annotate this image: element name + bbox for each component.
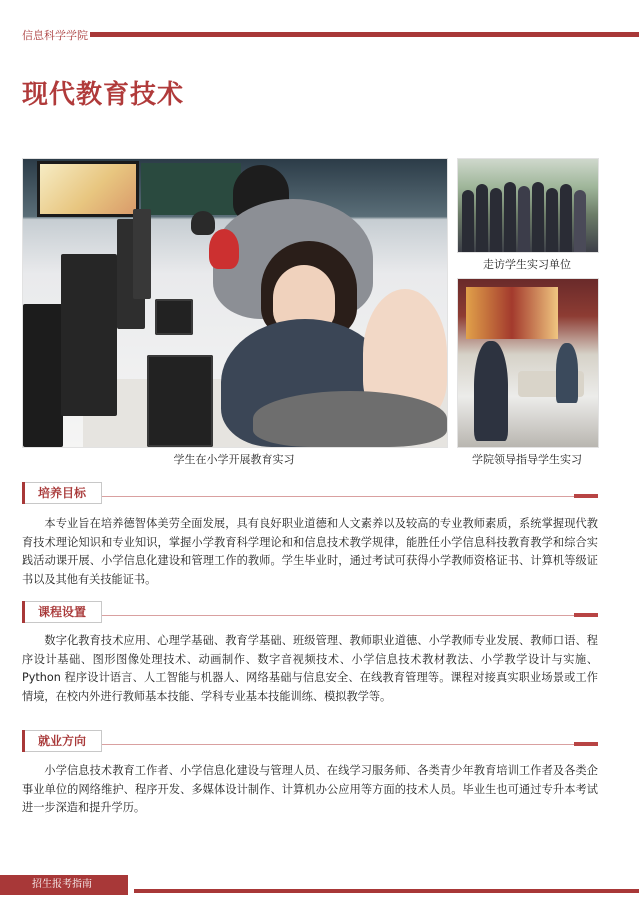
group-photo (457, 158, 599, 253)
page-title: 现代教育技术 (22, 80, 185, 110)
person (476, 184, 488, 252)
section-divider (102, 615, 598, 616)
section-accent (574, 742, 598, 746)
monitor (133, 209, 151, 299)
child-shoulder (253, 391, 447, 447)
person (574, 190, 586, 252)
footer-label: 招生报考指南 (0, 875, 128, 895)
monitor (23, 304, 63, 447)
person (504, 182, 516, 252)
monitor (61, 254, 117, 416)
section-header-careers (22, 730, 598, 750)
section-body-careers: 小学信息技术教育工作者、小学信息化建设与管理人员、在线学习服务师、各类青少年教育培训工作者及各类企事业单位的网络维护、程序开发、多媒体设计制作、计算机办公应用等方面的技术人员。毕业生也可通过专升本考试进一步深造和提升学历。 (22, 764, 598, 814)
classroom-photo (22, 158, 448, 448)
section-body-goals: 本专业旨在培养德智体美劳全面发展，具有良好职业道德和人文素养以及较高的专业教师素质，系统掌握现代教育技术理论知识和专业知识，掌握小学教育科学理论和和信息技术教学规律，能胜任小学信息科技教育教学和综合实践活动课开展、小学信息化建设和管理工作的教师。学生毕业时，通过考试可获得小学教师资格证书、计算机等级证书以及其他有关技能证书。 (22, 517, 598, 586)
section-body-courses: 数字化教育技术应用、心理学基础、教育学基础、班级管理、教师职业道德、小学教师专业发展、教师口语、程序设计基础、图形图像处理技术、动画制作、数字音视频技术、小学信息技术教材教法、小学教学设计与实施、Python 程序设计语言、人工智能与机器人、网络基础与信息安全、在线教育管理等。课程对接真实职业场景或工作情境，在校内外进行教师基本技能、学科专业基本技能训练、模拟教学等。 (22, 634, 598, 703)
main-photo-caption: 学生在小学开展教育实习 (173, 453, 295, 466)
seated-student (556, 343, 578, 403)
meeting-photo (457, 278, 599, 448)
section-title: 就业方向 (22, 730, 102, 752)
blackboard (141, 163, 241, 215)
seated-leader (474, 341, 508, 441)
student-head (191, 211, 215, 235)
person (462, 190, 474, 252)
section-divider (102, 744, 598, 745)
section-divider (102, 496, 598, 497)
section-accent (574, 613, 598, 617)
section-header-courses (22, 601, 598, 621)
bottom-right-photo-caption: 学院领导指导学生实习 (472, 453, 582, 466)
keyboard (147, 355, 213, 447)
person (490, 188, 502, 252)
person (560, 184, 572, 252)
person (518, 186, 530, 252)
student-body (209, 229, 239, 269)
person (546, 188, 558, 252)
projector-screen (37, 161, 139, 217)
section-title: 培养目标 (22, 482, 102, 504)
school-name: 信息科学学院 (22, 29, 88, 42)
section-header-goals (22, 482, 598, 502)
header-divider (90, 32, 639, 37)
section-title: 课程设置 (22, 601, 102, 623)
keyboard (155, 299, 193, 335)
wall-poster (466, 287, 558, 339)
section-accent (574, 494, 598, 498)
person (532, 182, 544, 252)
footer-divider (134, 889, 639, 893)
top-right-photo-caption: 走访学生实习单位 (483, 258, 571, 271)
